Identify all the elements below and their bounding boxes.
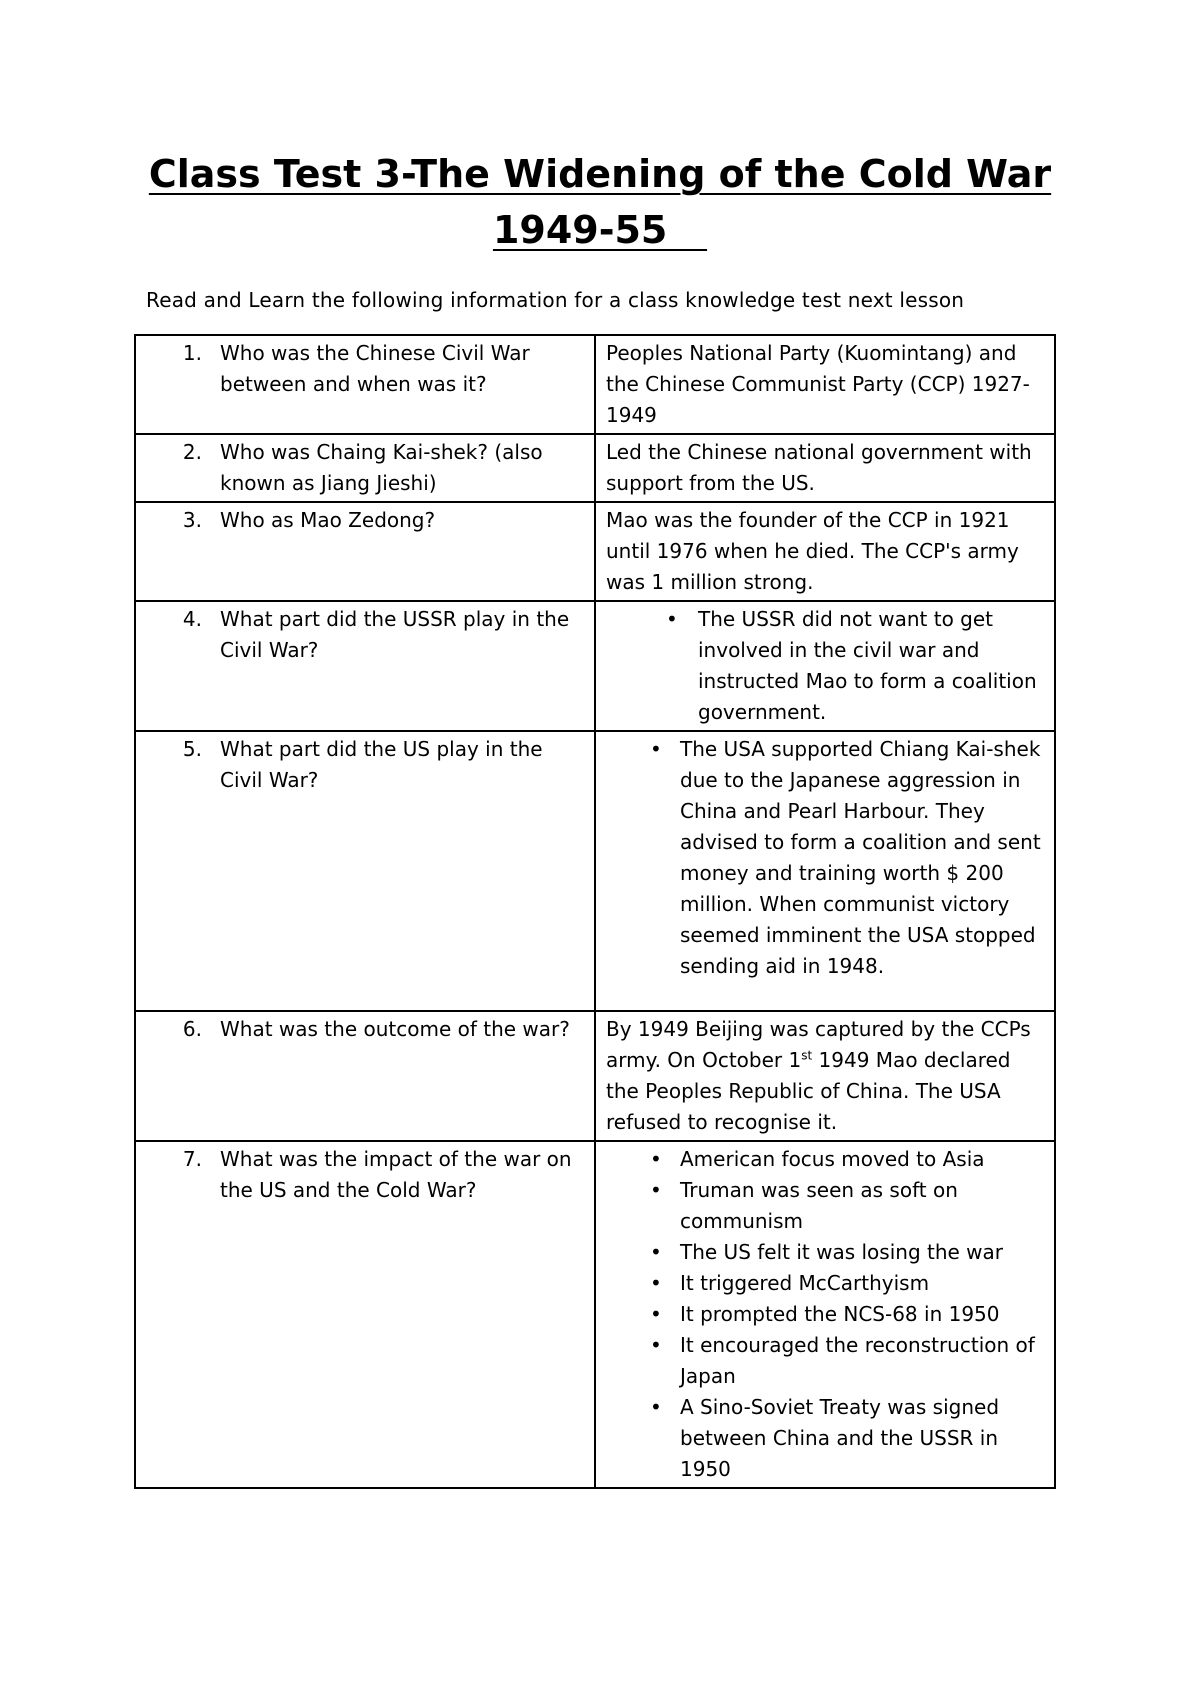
bullet-text: The USSR did not want to get involved in the civil war and instructed Mao to form a coalition government. [698, 607, 1037, 724]
table-row [135, 434, 1055, 502]
list-item [596, 1330, 1046, 1392]
list-item [596, 1175, 1046, 1237]
question-text: What part did the USSR play in the Civil War? [220, 607, 570, 662]
bullet-text: The USA supported Chiang Kai-shek due to the Japanese aggression in China and Pearl Harbour. They advised to form a coalition and sent money and training worth $ 200 million. When communist victory seemed imminent the USA stopped sending aid in 1948. [680, 737, 1041, 978]
answer-cell [595, 1141, 1055, 1488]
table-row [135, 502, 1055, 601]
question-text: What was the outcome of the war? [220, 1017, 570, 1041]
list-item [596, 1144, 1046, 1175]
bullet-text: A Sino-Soviet Treaty was signed between China and the USSR in 1950 [680, 1395, 1000, 1481]
title-line-1: Class Test 3-The Widening of the Cold War [148, 152, 1052, 196]
question-cell [135, 731, 595, 1011]
bullet-icon: • [650, 1333, 662, 1357]
answer-cell [595, 1011, 1055, 1141]
question-cell [135, 1141, 595, 1488]
table-row [135, 1011, 1055, 1141]
list-item [596, 1299, 1046, 1330]
list-item [596, 1237, 1046, 1268]
question-number: 7. [182, 1147, 202, 1171]
question-cell [135, 502, 595, 601]
table-row [135, 1141, 1055, 1488]
answer-text: Led the Chinese national government with support from the US. [606, 440, 1032, 495]
list-item [596, 604, 1046, 728]
answer-bullet-list [596, 732, 1054, 984]
bullet-text: The US felt it was losing the war [680, 1240, 1004, 1264]
answer-cell [595, 434, 1055, 502]
answer-text-part: By 1949 Beijing was captured by the CCPs army. On October 1 [606, 1017, 1031, 1072]
answer-cell [595, 335, 1055, 434]
bullet-text: Truman was seen as soft on communism [680, 1178, 958, 1233]
bullet-icon: • [650, 1302, 662, 1326]
bullet-icon: • [650, 1147, 662, 1171]
bullet-icon: • [650, 1395, 662, 1419]
bullet-icon: • [650, 1178, 662, 1202]
question-cell [135, 1011, 595, 1141]
bullet-icon: • [650, 737, 662, 761]
bullet-text: It encouraged the reconstruction of Japan [680, 1333, 1035, 1388]
list-item [596, 1392, 1046, 1485]
ordinal-suffix: st [801, 1048, 813, 1063]
answer-cell [595, 731, 1055, 1011]
answer-text: Mao was the founder of the CCP in 1921 until 1976 when he died. The CCP's army was 1 million strong. [606, 508, 1019, 594]
title-line-2: 1949-55 [492, 208, 708, 252]
answer-bullet-list [596, 602, 1054, 730]
table-row [135, 335, 1055, 434]
answer-text: Peoples National Party (Kuomintang) and the Chinese Communist Party (CCP) 1927-1949 [606, 341, 1030, 427]
question-text: What part did the US play in the Civil War? [220, 737, 543, 792]
question-text: Who was the Chinese Civil War between and when was it? [220, 341, 530, 396]
question-cell [135, 601, 595, 731]
answer-cell [595, 502, 1055, 601]
page-title [0, 146, 1200, 258]
table-row [135, 731, 1055, 1011]
question-cell [135, 335, 595, 434]
question-text: What was the impact of the war on the US and the Cold War? [220, 1147, 572, 1202]
question-text: Who as Mao Zedong? [220, 508, 436, 532]
list-item [596, 1268, 1046, 1299]
answer-text-part: 1949 Mao declared the Peoples Republic of China. The USA refused to recognise it. [606, 1048, 1011, 1134]
bullet-text: It prompted the NCS-68 in 1950 [680, 1302, 1000, 1326]
question-cell [135, 434, 595, 502]
question-number: 5. [182, 737, 202, 761]
bullet-icon: • [650, 1271, 662, 1295]
question-number: 6. [182, 1017, 202, 1041]
bullet-text: It triggered McCarthyism [680, 1271, 930, 1295]
question-number: 2. [182, 440, 202, 464]
bullet-text: American focus moved to Asia [680, 1147, 985, 1171]
question-number: 3. [182, 508, 202, 532]
table-row [135, 601, 1055, 731]
bullet-icon: • [666, 607, 678, 631]
bullet-icon: • [650, 1240, 662, 1264]
question-number: 1. [182, 341, 202, 365]
answer-bullet-list [596, 1142, 1054, 1487]
answer-text [596, 1012, 1054, 1140]
list-item [596, 734, 1046, 982]
question-text: Who was Chaing Kai-shek? (also known as Jiang Jieshi) [220, 440, 543, 495]
intro-text: Read and Learn the following information for a class knowledge test next lesson [146, 288, 965, 312]
question-answer-table [134, 334, 1056, 1489]
answer-cell [595, 601, 1055, 731]
question-number: 4. [182, 607, 202, 631]
